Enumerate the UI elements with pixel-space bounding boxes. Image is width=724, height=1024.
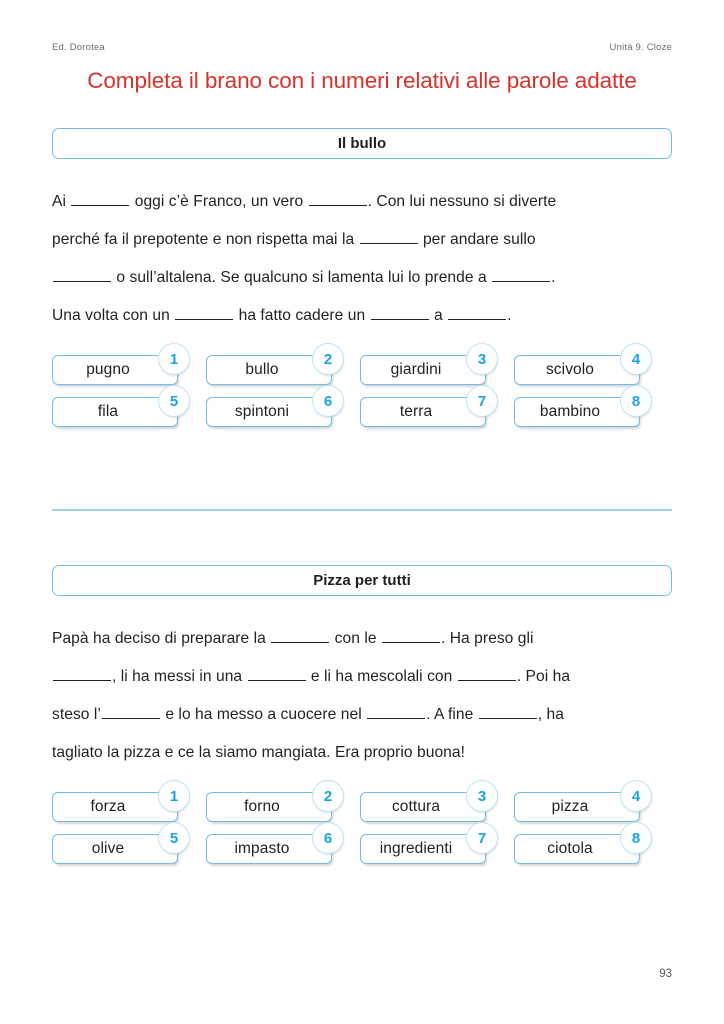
- passage-line: [52, 259, 672, 297]
- unit-label: Unità 9. Cloze: [609, 41, 672, 53]
- section-divider: [52, 509, 672, 511]
- passage-text: , ha: [537, 706, 564, 723]
- word-option-label: forno: [244, 798, 280, 815]
- word-option[interactable]: [514, 787, 641, 822]
- passage-line: [52, 734, 672, 772]
- word-option-label: bullo: [245, 361, 279, 378]
- word-option[interactable]: [360, 392, 487, 427]
- word-option-label: cottura: [391, 798, 441, 815]
- passage-line: [52, 658, 672, 696]
- word-option-number-badge: 5: [158, 822, 190, 854]
- word-option[interactable]: [52, 787, 179, 822]
- passage-text: o sull’altalena. Se qualcuno si lamenta lui lo prende a: [112, 269, 492, 286]
- word-option[interactable]: [514, 350, 641, 385]
- word-option[interactable]: [514, 392, 641, 427]
- word-option[interactable]: [206, 350, 333, 385]
- word-option-row: [52, 787, 672, 822]
- word-option-label: impasto: [234, 840, 290, 857]
- word-option-number-badge: 6: [312, 385, 344, 417]
- word-options: [52, 787, 672, 864]
- word-option-row: [52, 350, 672, 385]
- word-option-number-badge: 4: [620, 343, 652, 375]
- passage-text: tagliato la pizza e ce la siamo mangiata. Era proprio buona!: [52, 744, 466, 761]
- exercise-title-box: [52, 565, 672, 596]
- word-option[interactable]: [360, 829, 487, 864]
- passage-text: , li ha messi in una: [112, 668, 247, 685]
- publisher-label: Ed. Dorotea: [52, 41, 105, 53]
- word-option-label: forza: [90, 798, 126, 815]
- answer-blank[interactable]: [309, 205, 367, 206]
- passage-text: . A fine: [426, 706, 478, 723]
- word-option[interactable]: [514, 829, 641, 864]
- passage-text: .: [507, 307, 512, 324]
- passage-text: .: [551, 269, 556, 286]
- word-option-number-badge: 7: [466, 385, 498, 417]
- word-option-label: scivolo: [545, 361, 595, 378]
- passage-text: oggi c’è Franco, un vero: [130, 193, 308, 210]
- answer-blank[interactable]: [382, 642, 440, 643]
- passage-text: . Ha preso gli: [440, 630, 534, 647]
- answer-blank[interactable]: [53, 680, 111, 681]
- word-option-label: olive: [91, 840, 125, 857]
- word-option-row: [52, 829, 672, 864]
- answer-blank[interactable]: [71, 205, 129, 206]
- exercise-title-box: [52, 128, 672, 159]
- word-option[interactable]: [52, 350, 179, 385]
- passage-text: ha fatto cadere un: [234, 307, 370, 324]
- passage-text: a: [429, 307, 448, 324]
- passage-text: e lo ha messo a cuocere nel: [160, 706, 367, 723]
- word-option-number-badge: 2: [312, 780, 344, 812]
- word-option[interactable]: [206, 392, 333, 427]
- word-option-label: ciotola: [547, 840, 593, 857]
- passage-line: [52, 183, 672, 221]
- passage-text: . Poi ha: [516, 668, 571, 685]
- passage-text: e li ha mescolali con: [306, 668, 457, 685]
- word-option-label: pugno: [86, 361, 130, 378]
- word-option-number-badge: 5: [158, 385, 190, 417]
- exercise-title: Il bullo: [337, 135, 387, 152]
- passage-line: [52, 297, 672, 335]
- passage-line: [52, 221, 672, 259]
- exercise-pizza-per-tutti: [52, 565, 672, 864]
- passage-text: con le: [330, 630, 381, 647]
- answer-blank[interactable]: [248, 680, 306, 681]
- answer-blank[interactable]: [271, 642, 329, 643]
- passage-text: steso l’: [52, 706, 101, 723]
- word-option-label: giardini: [390, 361, 442, 378]
- word-option-number-badge: 1: [158, 343, 190, 375]
- word-option-number-badge: 3: [466, 780, 498, 812]
- cloze-passage: [52, 620, 672, 772]
- passage-text: Papà ha deciso di preparare la: [52, 630, 271, 647]
- exercise-title: Pizza per tutti: [313, 572, 411, 589]
- word-option[interactable]: [52, 392, 179, 427]
- passage-text: . Con lui nessuno si diverte: [367, 193, 557, 210]
- word-option-number-badge: 2: [312, 343, 344, 375]
- word-option-number-badge: 7: [466, 822, 498, 854]
- word-option-label: fila: [97, 403, 119, 420]
- word-option-number-badge: 8: [620, 822, 652, 854]
- answer-blank[interactable]: [479, 718, 537, 719]
- answer-blank[interactable]: [175, 319, 233, 320]
- word-option-number-badge: 3: [466, 343, 498, 375]
- answer-blank[interactable]: [102, 718, 160, 719]
- word-option-label: bambino: [539, 403, 601, 420]
- answer-blank[interactable]: [448, 319, 506, 320]
- passage-line: [52, 696, 672, 734]
- answer-blank[interactable]: [367, 718, 425, 719]
- word-option-label: terra: [399, 403, 433, 420]
- passage-text: Ai: [52, 193, 71, 210]
- word-option-number-badge: 4: [620, 780, 652, 812]
- word-option[interactable]: [52, 829, 179, 864]
- word-option-label: ingredienti: [379, 840, 453, 857]
- word-option[interactable]: [206, 787, 333, 822]
- word-options: [52, 350, 672, 427]
- page-number: 93: [659, 968, 672, 980]
- running-head: [52, 40, 672, 54]
- word-option-label: pizza: [551, 798, 589, 815]
- answer-blank[interactable]: [371, 319, 429, 320]
- page-title: Completa il brano con i numeri relativi alle parole adatte: [87, 68, 637, 93]
- passage-text: perché fa il prepotente e non rispetta mai la: [52, 231, 359, 248]
- word-option-row: [52, 392, 672, 427]
- exercise-il-bullo: [52, 128, 672, 427]
- answer-blank[interactable]: [492, 281, 550, 282]
- word-option[interactable]: [206, 829, 333, 864]
- answer-blank[interactable]: [458, 680, 516, 681]
- word-option-number-badge: 6: [312, 822, 344, 854]
- word-option-label: spintoni: [234, 403, 290, 420]
- word-option-number-badge: 8: [620, 385, 652, 417]
- passage-text: Una volta con un: [52, 307, 175, 324]
- answer-blank[interactable]: [53, 281, 111, 282]
- passage-line: [52, 620, 672, 658]
- word-option[interactable]: [360, 350, 487, 385]
- cloze-passage: [52, 183, 672, 335]
- word-option[interactable]: [360, 787, 487, 822]
- passage-text: per andare sullo: [418, 231, 536, 248]
- word-option-number-badge: 1: [158, 780, 190, 812]
- answer-blank[interactable]: [360, 243, 418, 244]
